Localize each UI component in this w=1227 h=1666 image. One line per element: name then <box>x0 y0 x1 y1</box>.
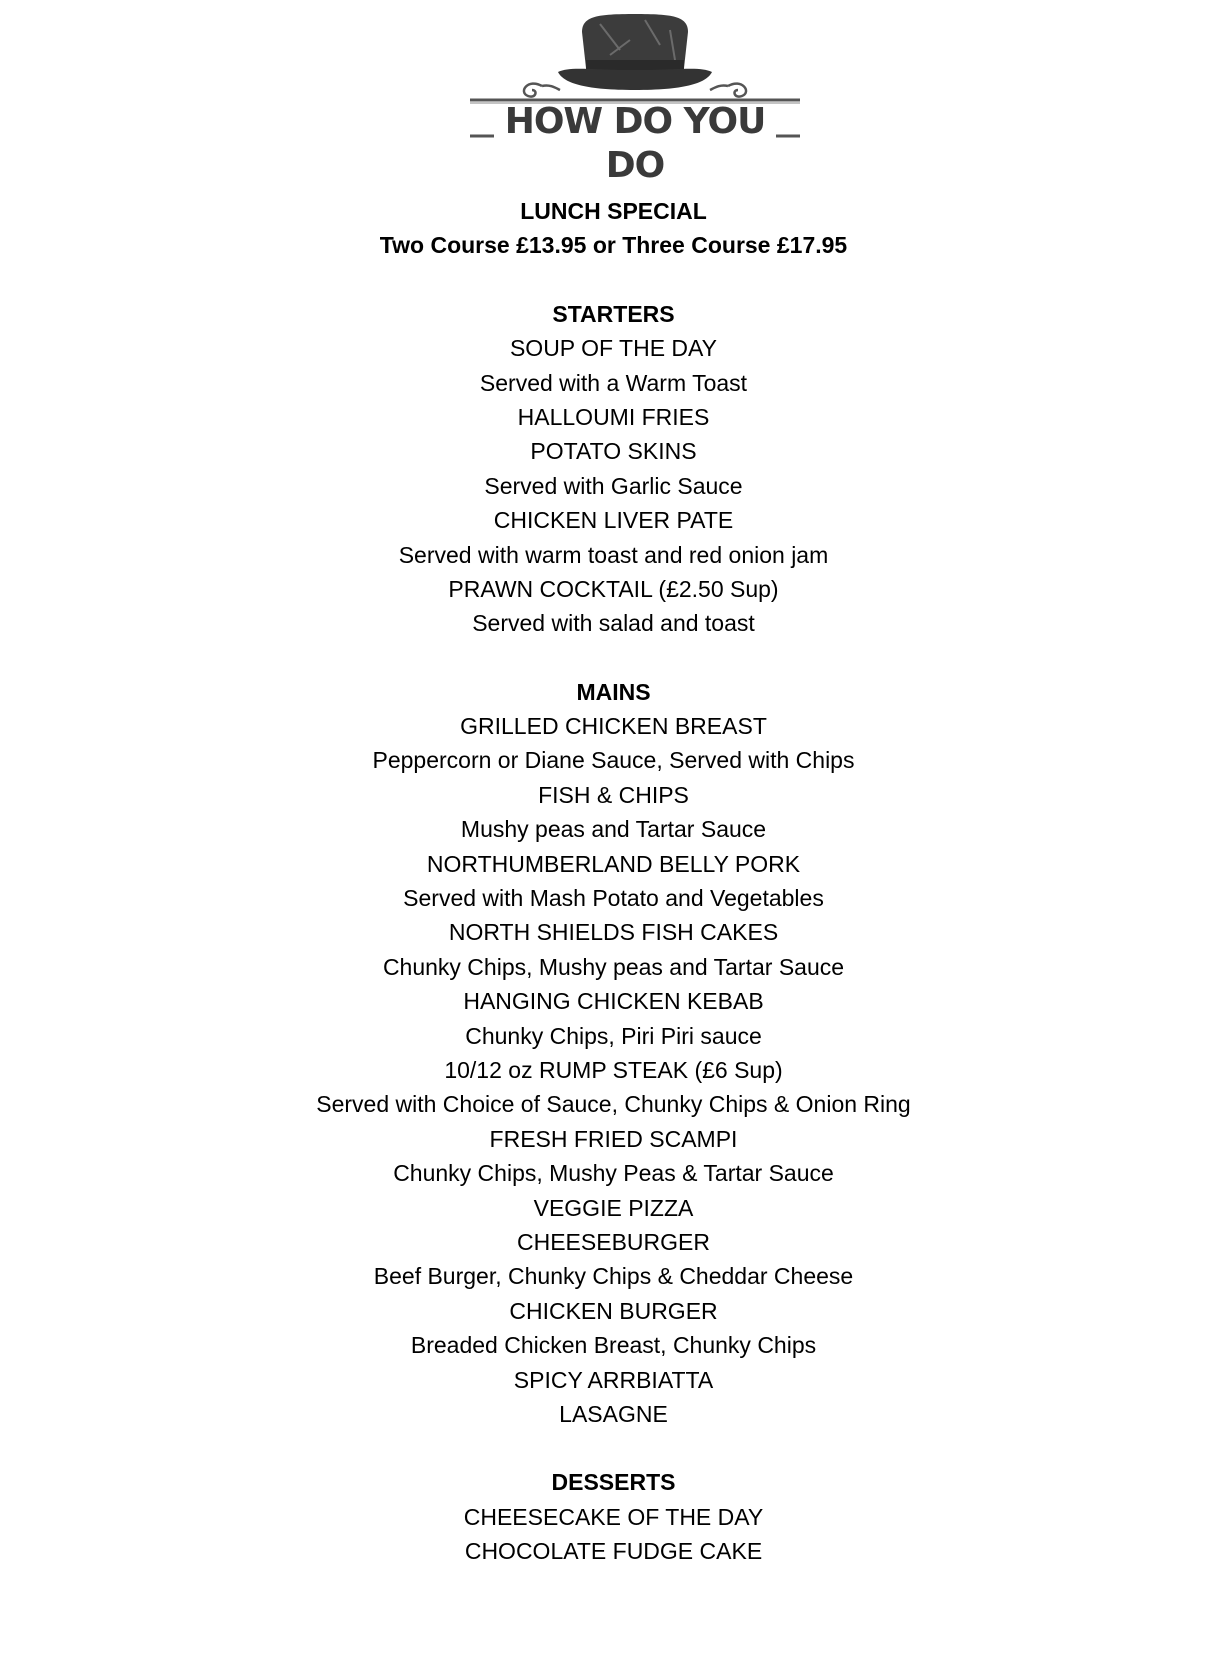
main-description: Peppercorn or Diane Sauce, Served with Chips <box>372 747 855 774</box>
main-item: LASAGNE <box>559 1400 668 1427</box>
main-item: CHICKEN BURGER <box>509 1297 718 1324</box>
mains-list <box>0 709 1227 1431</box>
main-description: Mushy peas and Tartar Sauce <box>460 816 767 843</box>
main-description: Served with Choice of Sauce, Chunky Chips & Onion Ring <box>316 1091 911 1118</box>
logo-text: HOW DO YOU DO <box>504 101 766 186</box>
starter-item: POTATO SKINS <box>530 438 697 465</box>
menu <box>0 194 1227 1568</box>
main-item: NORTHUMBERLAND BELLY PORK <box>426 850 801 877</box>
main-item: VEGGIE PIZZA <box>533 1194 694 1221</box>
main-description: Chunky Chips, Mushy peas and Tartar Sauce <box>382 953 845 980</box>
mains-heading: MAINS <box>576 678 651 705</box>
desserts-heading: DESSERTS <box>551 1469 676 1496</box>
starter-item: CHICKEN LIVER PATE <box>493 507 734 534</box>
main-item: SPICY ARRBIATTA <box>513 1366 714 1393</box>
main-description: Served with Mash Potato and Vegetables <box>403 885 824 912</box>
starter-description: Served with Garlic Sauce <box>484 472 743 499</box>
starter-description: Served with salad and toast <box>472 610 755 637</box>
main-description: Beef Burger, Chunky Chips & Cheddar Cheese <box>373 1263 854 1290</box>
dessert-item: CHEESECAKE OF THE DAY <box>463 1503 764 1530</box>
dessert-item: CHOCOLATE FUDGE CAKE <box>464 1538 763 1565</box>
main-description: Chunky Chips, Piri Piri sauce <box>465 1022 762 1049</box>
logo <box>470 10 800 186</box>
starter-description: Served with warm toast and red onion jam <box>398 541 829 568</box>
starters-heading: STARTERS <box>552 300 675 327</box>
menu-subtitle: Two Course £13.95 or Three Course £17.95 <box>379 232 848 259</box>
main-item: 10/12 oz RUMP STEAK (£6 Sup) <box>444 1056 783 1083</box>
main-item: CHEESEBURGER <box>517 1228 710 1255</box>
main-description: Breaded Chicken Breast, Chunky Chips <box>410 1332 817 1359</box>
main-item: NORTH SHIELDS FISH CAKES <box>448 919 779 946</box>
starters-list <box>0 331 1227 641</box>
starter-item: HALLOUMI FRIES <box>517 403 710 430</box>
starter-item: PRAWN COCKTAIL (£2.50 Sup) <box>448 575 779 602</box>
main-item: FRESH FRIED SCAMPI <box>489 1125 738 1152</box>
starter-item: SOUP OF THE DAY <box>509 335 718 362</box>
main-item: HANGING CHICKEN KEBAB <box>463 988 764 1015</box>
starter-description: Served with a Warm Toast <box>479 369 748 396</box>
desserts-list <box>0 1500 1227 1569</box>
main-description: Chunky Chips, Mushy Peas & Tartar Sauce <box>393 1160 834 1187</box>
main-item: FISH & CHIPS <box>538 781 689 808</box>
main-item: GRILLED CHICKEN BREAST <box>460 713 767 740</box>
menu-title: LUNCH SPECIAL <box>520 198 707 224</box>
